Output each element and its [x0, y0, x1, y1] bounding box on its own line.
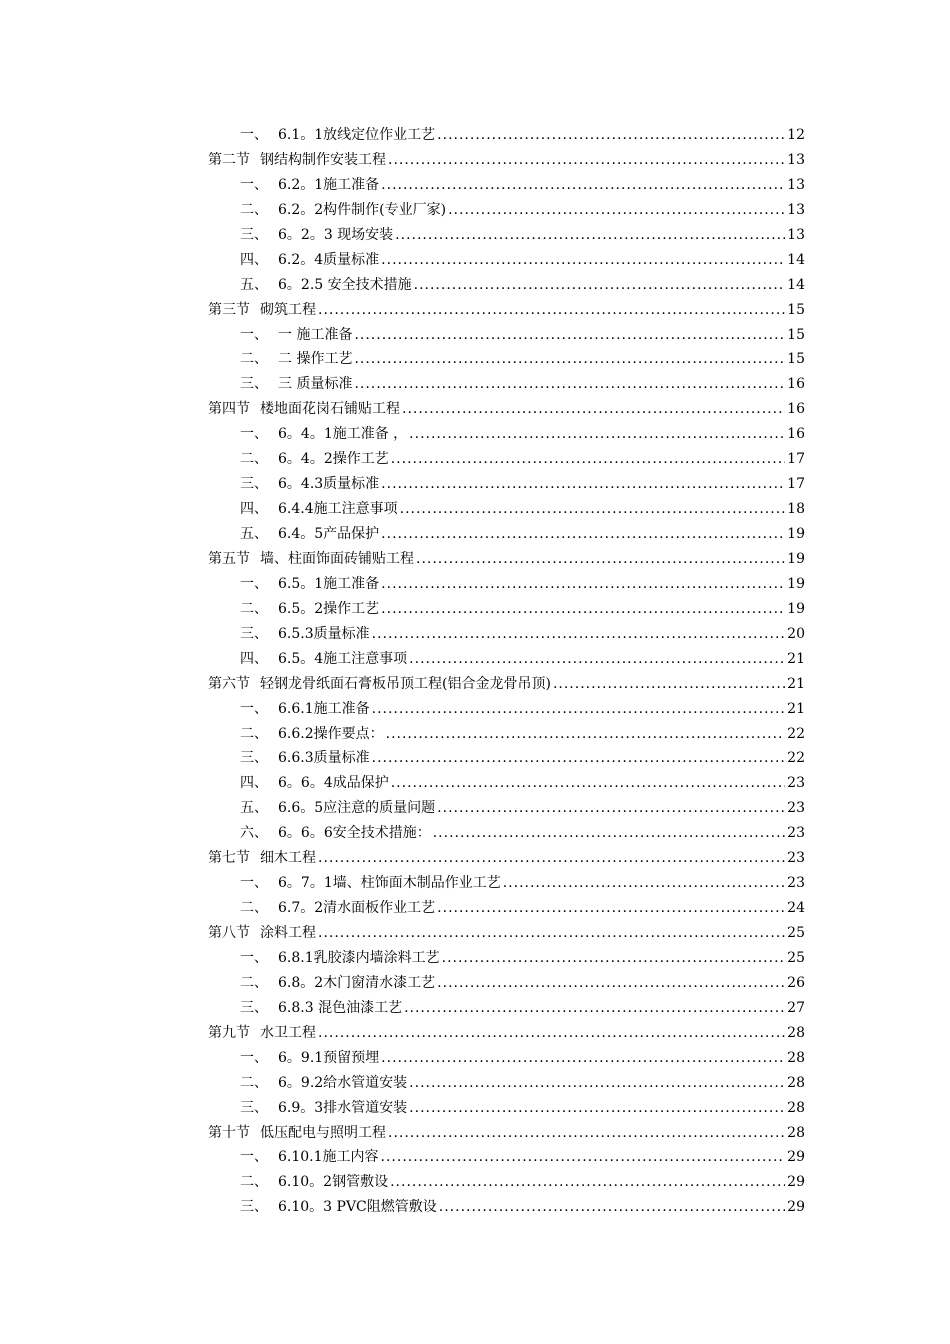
toc-subsection-entry[interactable] — [240, 1046, 950, 1071]
toc-entry-row — [240, 422, 805, 447]
toc-entry-prefix: 二、 — [240, 351, 268, 368]
toc-entry-title: 6.2。4质量标准 — [278, 251, 380, 268]
toc-subsection-entry[interactable] — [240, 1145, 950, 1170]
toc-entry-prefix: 一、 — [240, 326, 268, 343]
toc-section-entry[interactable] — [208, 672, 950, 697]
toc-page-number: 15 — [787, 326, 805, 343]
toc-dot-leader — [409, 1071, 785, 1096]
toc-page-number: 13 — [787, 176, 805, 193]
toc-subsection-entry[interactable] — [240, 821, 950, 846]
toc-entry-prefix: 二、 — [240, 1074, 268, 1091]
toc-dot-leader — [439, 1195, 785, 1220]
toc-dot-leader — [381, 173, 785, 198]
toc-entry-title: 6。4。1施工准备 ， — [278, 426, 408, 443]
toc-entry-row — [208, 1121, 805, 1146]
toc-page-number: 23 — [787, 775, 805, 792]
toc-entry-row — [240, 522, 805, 547]
toc-dot-leader — [395, 223, 785, 248]
toc-subsection-entry[interactable] — [240, 622, 950, 647]
toc-dot-leader — [409, 422, 785, 447]
toc-subsection-entry[interactable] — [240, 647, 950, 672]
toc-entry-prefix: 二、 — [240, 201, 268, 218]
toc-page-number: 19 — [787, 600, 805, 617]
toc-section-entry[interactable] — [208, 148, 950, 173]
toc-page-number: 13 — [787, 151, 805, 168]
toc-entry-prefix: 一、 — [240, 875, 268, 892]
toc-entry-title: 6.5.3质量标准 — [278, 625, 370, 642]
toc-page-number: 26 — [787, 974, 805, 991]
toc-page-number: 29 — [787, 1199, 805, 1216]
toc-entry-title: 6。7。1墙、柱饰面木制品作业工艺 — [278, 875, 501, 892]
toc-entry-title: 楼地面花岗石铺贴工程 — [260, 401, 400, 418]
toc-entry-prefix: 一、 — [240, 127, 268, 143]
toc-page-number: 22 — [787, 750, 805, 767]
toc-subsection-entry[interactable] — [240, 372, 950, 397]
toc-entry-title: 细木工程 — [260, 850, 316, 867]
toc-entry-prefix: 二、 — [240, 900, 268, 917]
toc-entry-row — [240, 971, 805, 996]
toc-entry-prefix: 二、 — [240, 1174, 268, 1191]
toc-dot-leader — [381, 472, 785, 497]
toc-page-number: 16 — [787, 426, 805, 443]
toc-entry-prefix: 二、 — [240, 974, 268, 991]
toc-subsection-entry[interactable] — [240, 472, 950, 497]
toc-entry-title: 6。9.2给水管道安装 — [278, 1074, 408, 1091]
toc-subsection-entry[interactable] — [240, 522, 950, 547]
toc-page-number: 13 — [787, 226, 805, 243]
toc-dot-leader — [381, 248, 785, 273]
toc-subsection-entry[interactable] — [240, 1195, 950, 1220]
toc-page-number: 28 — [787, 1049, 805, 1066]
toc-page-number: 19 — [787, 550, 805, 567]
toc-entry-prefix: 三、 — [240, 1199, 268, 1216]
toc-subsection-entry[interactable] — [240, 323, 950, 348]
toc-entry-row — [240, 1170, 805, 1195]
toc-dot-leader — [318, 921, 785, 946]
toc-entry-title: 一 施工准备 — [278, 326, 353, 343]
toc-page-number: 23 — [787, 825, 805, 842]
toc-dot-leader — [390, 1170, 785, 1195]
toc-page-number: 16 — [787, 401, 805, 418]
toc-entry-title: 6.1。1放线定位作业工艺 — [278, 127, 436, 143]
toc-page-number: 23 — [787, 850, 805, 867]
toc-entry-row — [240, 497, 805, 522]
toc-entry-title: 6.6.1施工准备 — [278, 700, 370, 717]
toc-entry-title: 6。4。2操作工艺 — [278, 451, 389, 468]
toc-entry-row — [240, 223, 805, 248]
toc-subsection-entry[interactable] — [240, 223, 950, 248]
toc-entry-title: 6.9。3排水管道安装 — [278, 1099, 408, 1116]
toc-entry-title: 6。9.1预留预埋 — [278, 1049, 380, 1066]
toc-entry-prefix: 四、 — [240, 501, 268, 518]
toc-entry-row — [240, 323, 805, 348]
toc-dot-leader — [381, 1145, 785, 1170]
toc-subsection-entry[interactable] — [240, 422, 950, 447]
toc-page-number: 14 — [787, 276, 805, 293]
toc-entry-title: 6.8.1乳胶漆内墙涂料工艺 — [278, 949, 440, 966]
toc-page-number: 23 — [787, 875, 805, 892]
toc-entry-prefix: 一、 — [240, 1149, 268, 1166]
toc-section-entry[interactable] — [208, 846, 950, 871]
toc-dot-leader — [391, 771, 785, 796]
toc-page-number: 29 — [787, 1149, 805, 1166]
toc-entry-row — [240, 622, 805, 647]
toc-entry-row — [208, 148, 805, 173]
toc-dot-leader — [433, 821, 785, 846]
toc-dot-leader — [404, 996, 785, 1021]
toc-page-number: 27 — [787, 999, 805, 1016]
toc-entry-row — [240, 946, 805, 971]
toc-entry-row — [240, 597, 805, 622]
toc-dot-leader — [437, 123, 785, 148]
toc-entry-row — [240, 1071, 805, 1096]
toc-entry-title: 6.6。5应注意的质量问题 — [278, 800, 436, 817]
toc-entry-row — [240, 1046, 805, 1071]
toc-section-entry[interactable] — [208, 547, 950, 572]
toc-entry-title: 6.2。1施工准备 — [278, 176, 380, 193]
toc-entry-title: 砌筑工程 — [260, 301, 316, 318]
toc-entry-row — [240, 198, 805, 223]
toc-dot-leader — [381, 572, 785, 597]
toc-page-number: 17 — [787, 476, 805, 493]
toc-page-number: 21 — [787, 700, 805, 717]
toc-dot-leader — [372, 697, 785, 722]
toc-page-number: 28 — [787, 1074, 805, 1091]
toc-page-number: 19 — [787, 575, 805, 592]
toc-entry-row — [240, 1096, 805, 1121]
toc-entry-title: 6。2。3 现场安装 — [278, 226, 394, 243]
toc-page-number: 24 — [787, 900, 805, 917]
toc-entry-row — [240, 697, 805, 722]
toc-entry-prefix: 一、 — [240, 176, 268, 193]
toc-dot-leader — [402, 397, 785, 422]
toc-entry-row — [240, 771, 805, 796]
toc-entry-prefix: 二、 — [240, 725, 268, 742]
toc-dot-leader — [318, 846, 785, 871]
toc-entry-prefix: 第六节 — [208, 675, 250, 692]
toc-page-number: 14 — [787, 251, 805, 268]
toc-entry-row — [240, 347, 805, 372]
toc-entry-title: 轻钢龙骨纸面石膏板吊顶工程(铝合金龙骨吊顶) — [260, 675, 551, 692]
toc-subsection-entry[interactable] — [240, 248, 950, 273]
toc-entry-title: 6.6.2操作要点： — [278, 725, 384, 742]
toc-entry-prefix: 第十节 — [208, 1124, 250, 1141]
toc-entry-row — [208, 846, 805, 871]
toc-dot-leader — [442, 946, 785, 971]
toc-entry-prefix: 三、 — [240, 750, 268, 767]
toc-dot-leader — [414, 273, 785, 298]
toc-section-entry[interactable] — [208, 1021, 950, 1046]
toc-section-entry[interactable] — [208, 397, 950, 422]
toc-entry-row — [208, 921, 805, 946]
toc-entry-row — [240, 123, 805, 148]
toc-entry-prefix: 五、 — [240, 526, 268, 542]
toc-dot-leader — [381, 597, 785, 622]
toc-entry-prefix: 第七节 — [208, 850, 250, 867]
toc-page-number: 28 — [787, 1124, 805, 1141]
toc-dot-leader — [354, 372, 785, 397]
toc-entry-prefix: 第九节 — [208, 1024, 250, 1041]
toc-subsection-entry[interactable] — [240, 597, 950, 622]
toc-entry-prefix: 第五节 — [208, 550, 250, 567]
toc-page-number: 21 — [787, 675, 805, 692]
toc-entry-prefix: 一、 — [240, 1049, 268, 1066]
toc-entry-title: 三 质量标准 — [278, 376, 353, 393]
toc-entry-prefix: 三、 — [240, 999, 268, 1016]
toc-entry-row — [208, 298, 805, 323]
toc-entry-title: 6.2。2构件制作(专业厂家) — [278, 201, 447, 218]
toc-entry-row — [240, 896, 805, 921]
toc-entry-row — [240, 746, 805, 771]
toc-section-entry[interactable] — [208, 1121, 950, 1146]
toc-subsection-entry[interactable] — [240, 722, 950, 747]
toc-entry-prefix: 二、 — [240, 600, 268, 617]
toc-entry-row — [208, 397, 805, 422]
toc-entry-title: 水卫工程 — [260, 1024, 316, 1041]
toc-entry-row — [240, 821, 805, 846]
toc-entry-title: 6.5。1施工准备 — [278, 575, 380, 592]
toc-dot-leader — [381, 522, 785, 547]
toc-page-number: 19 — [787, 526, 805, 542]
toc-dot-leader — [372, 622, 785, 647]
toc-subsection-entry[interactable] — [240, 347, 950, 372]
toc-dot-leader — [381, 1046, 785, 1071]
toc-entry-row — [208, 672, 805, 697]
toc-page-number: 21 — [787, 650, 805, 667]
toc-entry-prefix: 三、 — [240, 376, 268, 393]
toc-dot-leader — [409, 647, 785, 672]
toc-page-number: 15 — [787, 351, 805, 368]
toc-section-entry[interactable] — [208, 298, 950, 323]
toc-dot-leader — [372, 746, 785, 771]
toc-entry-row — [208, 1021, 805, 1046]
toc-entry-title: 6.10.1施工内容 — [278, 1149, 379, 1166]
toc-entry-prefix: 三、 — [240, 625, 268, 642]
toc-subsection-entry[interactable] — [240, 746, 950, 771]
toc-entry-row — [240, 1145, 805, 1170]
toc-entry-title: 6。6。6安全技术措施： — [278, 825, 431, 842]
toc-subsection-entry[interactable] — [240, 273, 950, 298]
toc-subsection-entry[interactable] — [240, 123, 950, 148]
toc-entry-prefix: 三、 — [240, 476, 268, 493]
toc-subsection-entry[interactable] — [240, 497, 950, 522]
toc-subsection-entry[interactable] — [240, 173, 950, 198]
toc-entry-row — [240, 722, 805, 747]
toc-subsection-entry[interactable] — [240, 771, 950, 796]
toc-dot-leader — [437, 971, 785, 996]
toc-subsection-entry[interactable] — [240, 971, 950, 996]
toc-entry-prefix: 六、 — [240, 825, 268, 842]
toc-entry-row — [240, 996, 805, 1021]
toc-entry-prefix: 四、 — [240, 251, 268, 268]
toc-subsection-entry[interactable] — [240, 996, 950, 1021]
toc-entry-row — [240, 173, 805, 198]
toc-entry-title: 6.10。3 PVC阻燃管敷设 — [278, 1199, 437, 1216]
toc-entry-row — [240, 447, 805, 472]
toc-page-number: 22 — [787, 725, 805, 742]
toc-entry-title: 6.8.3 混色油漆工艺 — [278, 999, 403, 1016]
toc-entry-prefix: 第二节 — [208, 151, 250, 168]
toc-subsection-entry[interactable] — [240, 796, 950, 821]
toc-dot-leader — [318, 298, 785, 323]
toc-entry-title: 6.5。2操作工艺 — [278, 600, 380, 617]
toc-dot-leader — [400, 497, 785, 522]
toc-entry-prefix: 四、 — [240, 650, 268, 667]
toc-dot-leader — [409, 1096, 785, 1121]
toc-entry-title: 6.4。5产品保护 — [278, 526, 380, 542]
toc-page-number: 12 — [787, 127, 805, 143]
toc-page-number: 16 — [787, 376, 805, 393]
toc-entry-prefix: 第三节 — [208, 301, 250, 318]
toc-entry-row — [240, 273, 805, 298]
toc-page-number: 25 — [787, 949, 805, 966]
toc-entry-prefix: 第四节 — [208, 401, 250, 418]
toc-entry-title: 6。2.5 安全技术措施 — [278, 276, 412, 293]
toc-entry-prefix: 二、 — [240, 451, 268, 468]
toc-page-number: 17 — [787, 451, 805, 468]
toc-entry-title: 6.5。4施工注意事项 — [278, 650, 408, 667]
toc-entry-row — [240, 647, 805, 672]
toc-subsection-entry[interactable] — [240, 572, 950, 597]
toc-page-number: 28 — [787, 1024, 805, 1041]
toc-dot-leader — [391, 447, 785, 472]
toc-dot-leader — [388, 1121, 785, 1146]
toc-entry-prefix: 五、 — [240, 276, 268, 293]
toc-entry-prefix: 五、 — [240, 800, 268, 817]
toc-dot-leader — [448, 198, 785, 223]
toc-page-number: 20 — [787, 625, 805, 642]
toc-dot-leader — [354, 323, 785, 348]
toc-entry-title: 6.6.3质量标准 — [278, 750, 370, 767]
toc-dot-leader — [386, 722, 785, 747]
toc-entry-row — [240, 871, 805, 896]
toc-section-entry[interactable] — [208, 921, 950, 946]
toc-page-number: 28 — [787, 1099, 805, 1116]
toc-entry-row — [208, 547, 805, 572]
toc-page-number: 18 — [787, 501, 805, 518]
toc-entry-prefix: 一、 — [240, 575, 268, 592]
toc-entry-title: 6.10。2钢管敷设 — [278, 1174, 389, 1191]
toc-entry-prefix: 一、 — [240, 700, 268, 717]
toc-dot-leader — [437, 796, 785, 821]
toc-entry-row — [240, 572, 805, 597]
toc-page-number: 29 — [787, 1174, 805, 1191]
toc-entry-title: 6。6。4成品保护 — [278, 775, 389, 792]
toc-dot-leader — [416, 547, 785, 572]
toc-subsection-entry[interactable] — [240, 871, 950, 896]
toc-entry-prefix: 三、 — [240, 226, 268, 243]
toc-subsection-entry[interactable] — [240, 697, 950, 722]
toc-entry-title: 低压配电与照明工程 — [260, 1124, 386, 1141]
toc-dot-leader — [318, 1021, 785, 1046]
toc-subsection-entry[interactable] — [240, 447, 950, 472]
toc-subsection-entry[interactable] — [240, 1071, 950, 1096]
toc-subsection-entry[interactable] — [240, 896, 950, 921]
toc-page-number: 13 — [787, 201, 805, 218]
toc-entry-title: 墙、柱面饰面砖铺贴工程 — [260, 550, 414, 567]
toc-dot-leader — [503, 871, 785, 896]
toc-subsection-entry[interactable] — [240, 198, 950, 223]
toc-page-number: 15 — [787, 301, 805, 318]
toc-entry-title: 6.4.4施工注意事项 — [278, 501, 398, 518]
toc-entry-row — [240, 472, 805, 497]
toc-dot-leader — [553, 672, 785, 697]
toc-entry-prefix: 一、 — [240, 426, 268, 443]
toc-dot-leader — [388, 148, 785, 173]
toc-entry-row — [240, 372, 805, 397]
toc-entry-prefix: 四、 — [240, 775, 268, 792]
toc-subsection-entry[interactable] — [240, 1170, 950, 1195]
toc-entry-prefix: 一、 — [240, 949, 268, 966]
toc-entry-prefix: 三、 — [240, 1099, 268, 1116]
toc-entry-row — [240, 1195, 805, 1220]
toc-dot-leader — [437, 896, 785, 921]
toc-entry-title: 钢结构制作安装工程 — [260, 151, 386, 168]
toc-page-number: 23 — [787, 800, 805, 817]
toc-entry-row — [240, 796, 805, 821]
toc-page — [0, 123, 950, 1220]
toc-dot-leader — [354, 347, 785, 372]
toc-entry-title: 6.8。2木门窗清水漆工艺 — [278, 974, 436, 991]
toc-subsection-entry[interactable] — [240, 1096, 950, 1121]
toc-entry-title: 6。4.3质量标准 — [278, 476, 380, 493]
toc-entry-prefix: 第八节 — [208, 925, 250, 941]
toc-entry-title: 6.7。2清水面板作业工艺 — [278, 900, 436, 917]
toc-subsection-entry[interactable] — [240, 946, 950, 971]
toc-entry-title: 二 操作工艺 — [278, 351, 353, 368]
toc-page-number: 25 — [787, 925, 805, 941]
toc-entry-row — [240, 248, 805, 273]
toc-entry-title: 涂料工程 — [260, 925, 316, 941]
